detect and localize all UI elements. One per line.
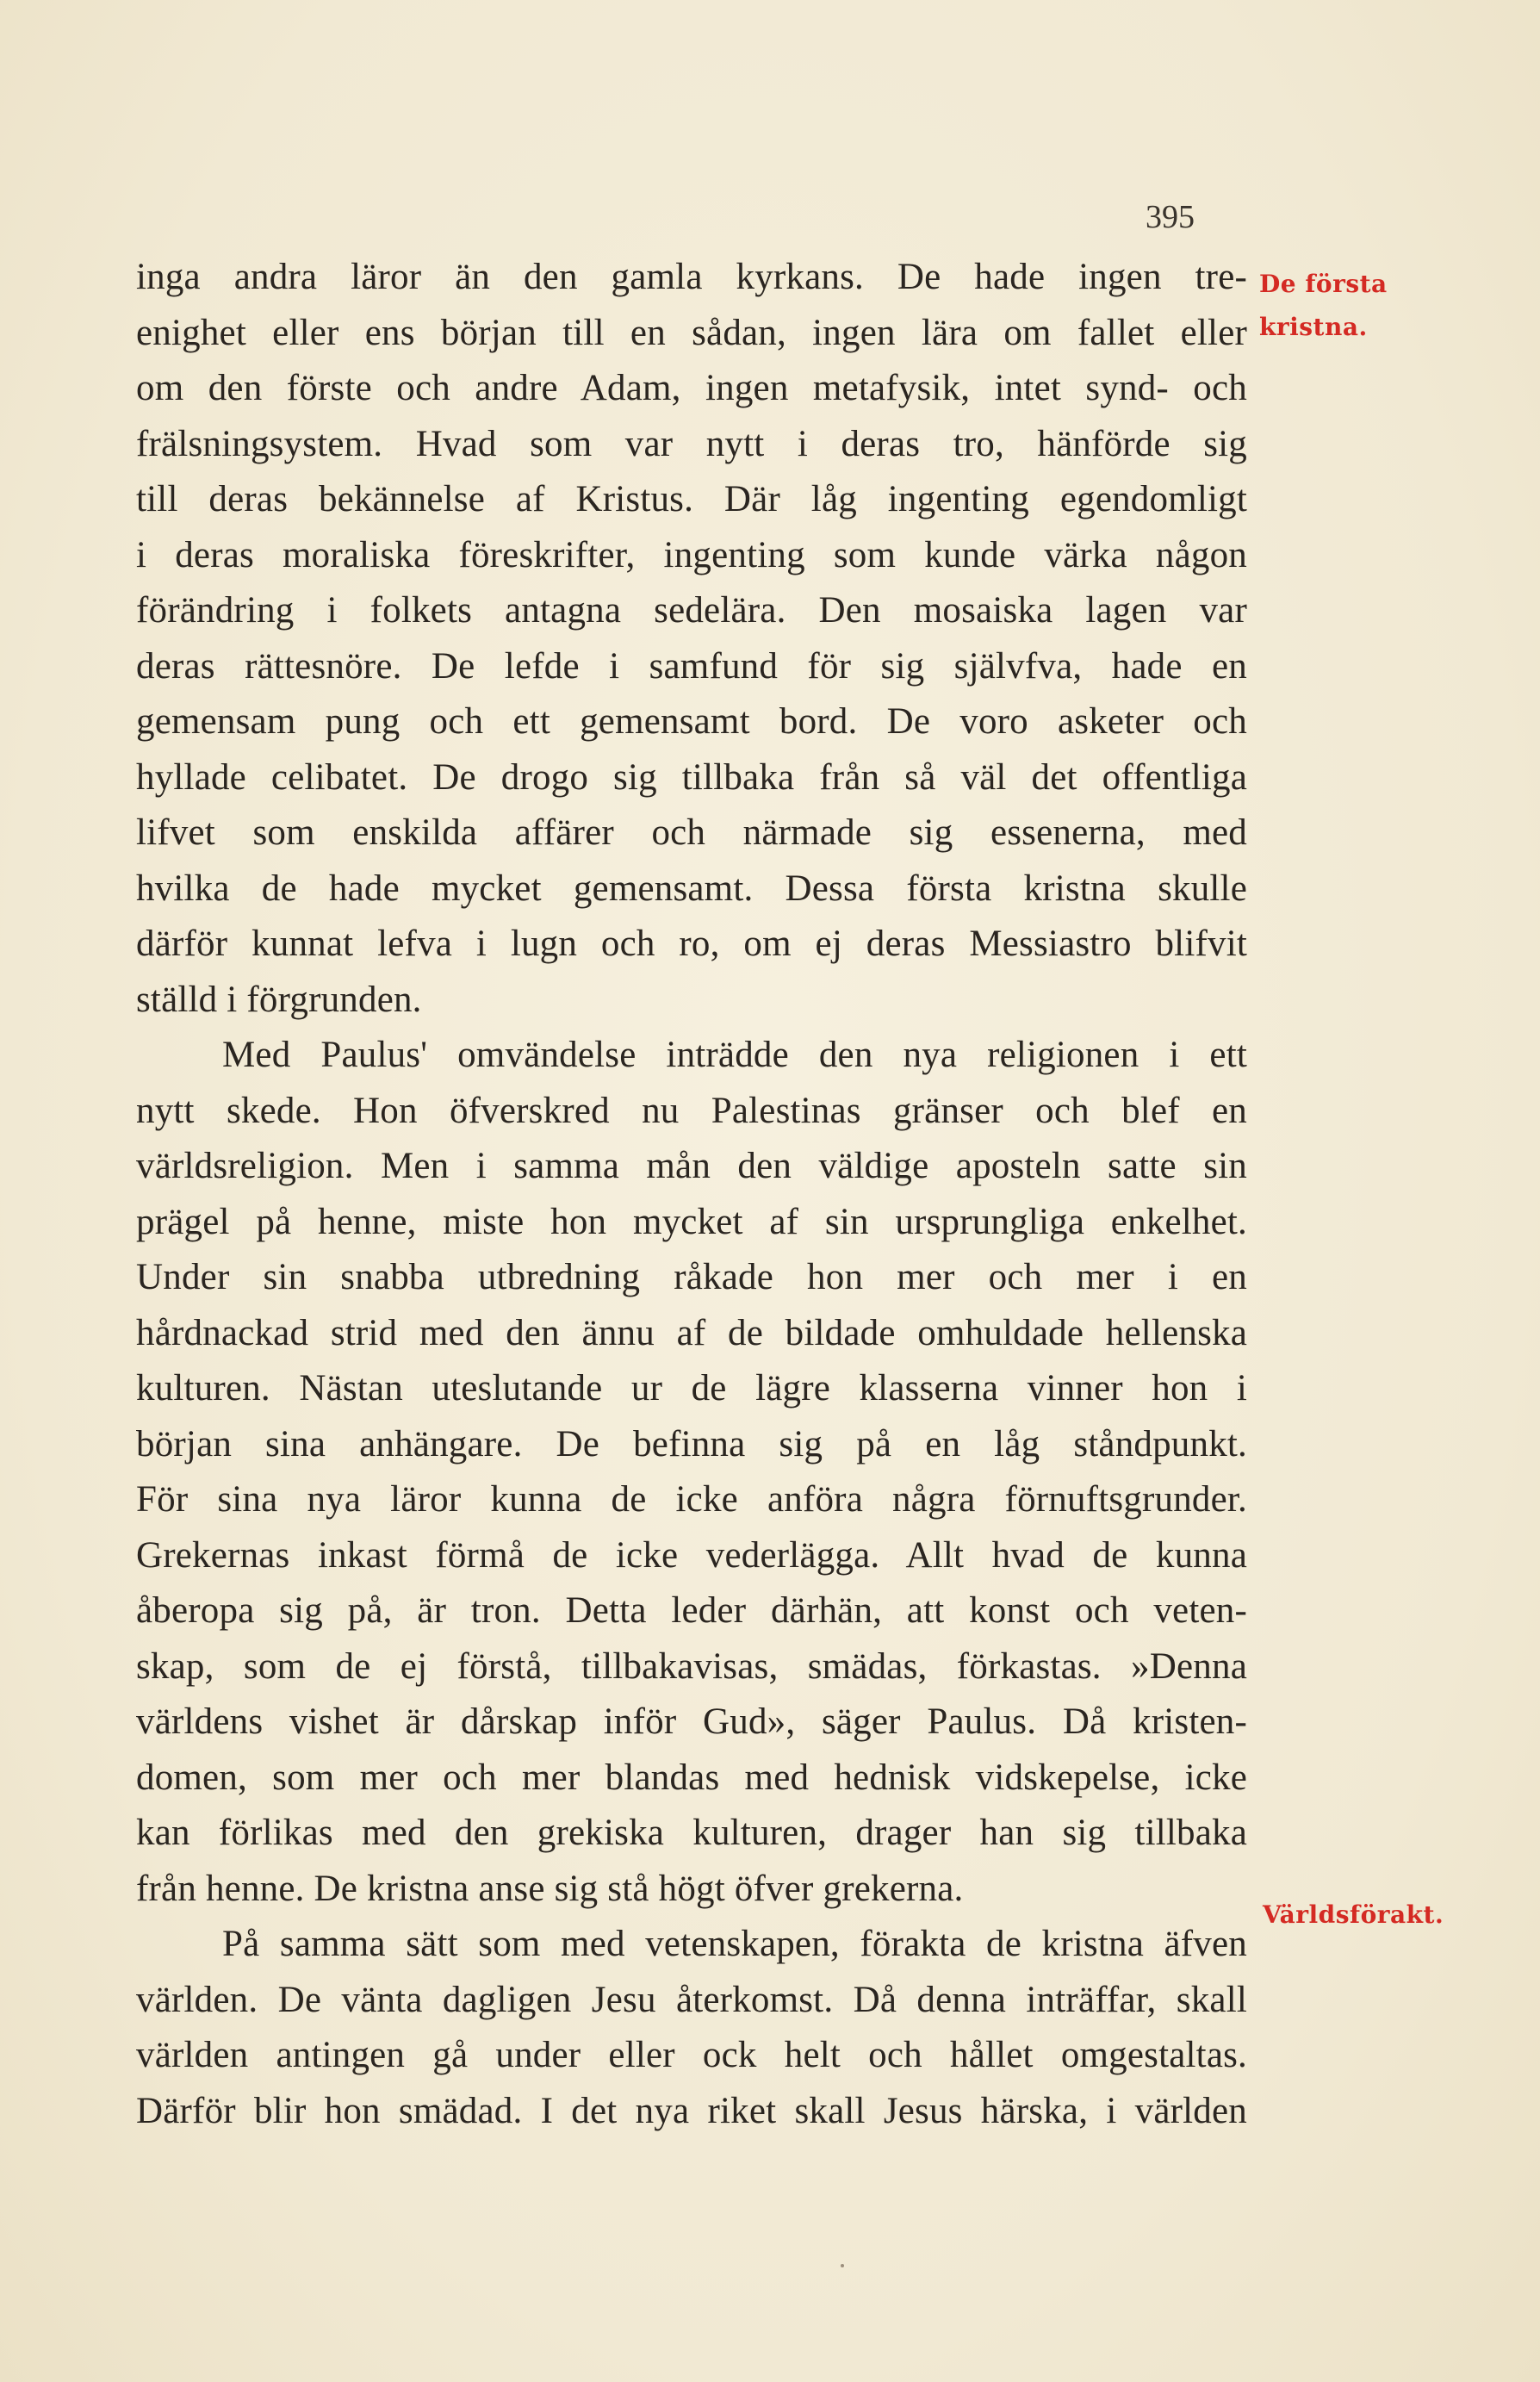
paragraph (136, 1028, 1247, 1917)
text-line: På samma sätt som med vetenskapen, förakta de kristna äfven (222, 1924, 1247, 1964)
text-line: deras rättesnöre. De lefde i samfund för sig självfva, hade en (136, 645, 1247, 687)
page-number: 395 (1146, 199, 1195, 235)
text-line: hyllade celibatet. De drogo sig tillbaka från så väl det offentliga (136, 756, 1247, 798)
paper-speck (841, 2264, 844, 2267)
text-line: Med Paulus' omvändelse inträdde den nya religionen i ett (222, 1035, 1247, 1075)
margin-note-varldsforakt (1263, 1894, 1444, 1937)
text-line: kan förlikas med den grekiska kulturen, drager han sig tillbaka (136, 1813, 1247, 1853)
text-line: världen antingen gå under eller ock helt och hållet omgestaltas. (136, 2035, 1247, 2075)
text-line: förändring i folkets antagna sedelära. Den mosaiska lagen var (136, 590, 1247, 631)
text-line: från henne. De kristna anse sig stå högt öfver grekerna. (136, 1868, 964, 1909)
text-line: inga andra läror än den gamla kyrkans. De hade ingen tre- (136, 257, 1247, 297)
text-line: prägel på henne, miste hon mycket af sin ursprungliga enkelhet. (136, 1201, 1247, 1242)
text-line: enighet eller ens början till en sådan, ingen lära om fallet eller (136, 312, 1247, 353)
text-line: För sina nya läror kunna de icke anföra några förnuftsgrunder. (136, 1479, 1247, 1520)
text-line: skap, som de ej förstå, tillbakavisas, smädas, förkastas. »Denna (136, 1645, 1247, 1687)
text-line: ställd i förgrunden. (136, 979, 422, 1020)
text-line: i deras moraliska föreskrifter, ingenting som kunde värka någon (136, 534, 1247, 575)
margin-note-line: De första (1259, 270, 1388, 298)
margin-note-line: kristna. (1259, 313, 1368, 341)
text-line: lifvet som enskilda affärer och närmade sig essenerna, med (136, 812, 1247, 853)
text-line: Under sin snabba utbredning råkade hon mer och mer i en (136, 1257, 1247, 1297)
text-line: Grekernas inkast förmå de icke vederlägga. Allt hvad de kunna (136, 1534, 1247, 1576)
text-line: Därför blir hon smädad. I det nya riket skall Jesus härska, i världen (136, 2090, 1247, 2131)
text-line: nytt skede. Hon öfverskred nu Palestinas gränser och blef en (136, 1090, 1247, 1131)
text-line: domen, som mer och mer blandas med hednisk vidskepelse, icke (136, 1757, 1247, 1798)
text-line: världens vishet är dårskap inför Gud», säger Paulus. Då kristen- (136, 1701, 1247, 1742)
body-text (136, 250, 1247, 2139)
text-line: frälsningsystem. Hvad som var nytt i deras tro, hänförde sig (136, 423, 1247, 464)
text-line: början sina anhängare. De befinna sig på en låg ståndpunkt. (136, 1423, 1247, 1465)
text-line: om den förste och andre Adam, ingen metafysik, intet synd- och (136, 368, 1247, 408)
text-line: gemensam pung och ett gemensamt bord. De voro asketer och (136, 701, 1247, 742)
text-line: åberopa sig på, är tron. Detta leder därhän, att konst och veten- (136, 1590, 1247, 1631)
text-line: därför kunnat lefva i lugn och ro, om ej deras Messiastro blifvit (136, 924, 1247, 964)
text-line: världen. De vänta dagligen Jesu återkomst. Då denna inträffar, skall (136, 1979, 1247, 2020)
text-line: hårdnackad strid med den ännu af de bildade omhuldade hellenska (136, 1312, 1247, 1353)
text-line: hvilka de hade mycket gemensamt. Dessa första kristna skulle (136, 868, 1247, 909)
paragraph (136, 1917, 1247, 2139)
margin-note-de-forsta-kristna (1259, 263, 1388, 349)
text-line: till deras bekännelse af Kristus. Där låg ingenting egendomligt (136, 479, 1247, 519)
text-line: kulturen. Nästan uteslutande ur de lägre klasserna vinner hon i (136, 1368, 1247, 1409)
paragraph (136, 250, 1247, 1028)
margin-note-line: Världsförakt. (1263, 1900, 1444, 1929)
text-line: världsreligion. Men i samma mån den väldige aposteln satte sin (136, 1146, 1247, 1186)
